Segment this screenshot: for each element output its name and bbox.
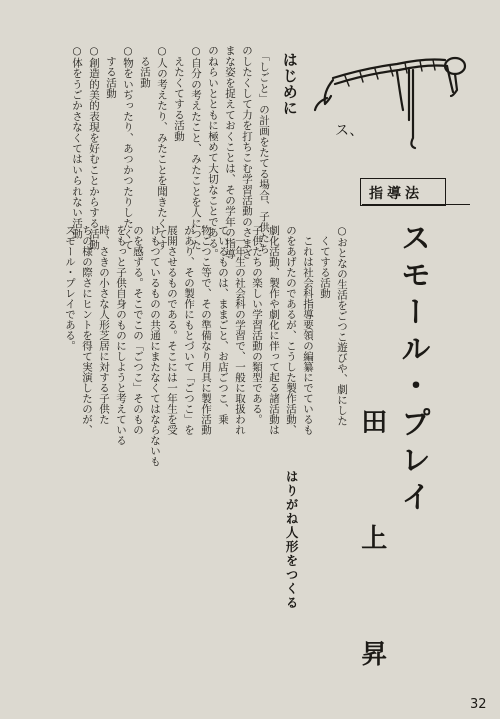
svg-text:ス、: ス、 [335, 123, 364, 139]
article-title: スモール・プレイ [395, 222, 430, 518]
title-rule [362, 204, 470, 205]
author-name: 田 上 昇 [356, 408, 387, 696]
category-label: 指導法 [369, 186, 423, 202]
page-number: 32 [470, 697, 487, 712]
intro-body-text: 「しごと」の計画をたてる場合、子供たち のしたくして力を打ちこむ学習活動のさまざ まな姿を捉えておくことは、その学年の指導 のねらいとともに極めて大切なことである。 ○自分の考えたこと、みたことを人につた えたくてする活動 ○人の考えたり、みたことを聞きたくてす る活動 ○物をいぢったり、あつかつたりしたくて する活動 ○創造的美的表現を好むことからする活動 ○体をうごかさなくてはいられない活動 [71, 45, 270, 259]
right-body-text: ○おとなの生活をごつこ遊びや、劇にした くてする活動 これは社会科指導要領の編纂にでているも のをあげたのであるが、こうした製作活動、 劇化活動、製作や劇化に伴って起る諸活動は 子供たちの楽しい学習活動の類型である。 一年生の社会科の学習で、一般に取扱われ ているものは、ままごと、お店ごつこ、乗 物ごつこ等で、その準備なり用具に製作活動 があり、その製作にもとづいて「ごつこ」を 展開させるものである。そこには一年生を受 けもつているものの共通にまたなくてはならないも のを感ずる。そこでこの「ごつこ」そのもの をもっと子供自身のものにしようと考えている 時、さきの小さな人形芝居に対する子供た ちの様の際さにヒントを得て実演したのが、 スモール・プレイである。 [64, 225, 348, 467]
section-heading: はじめに [280, 52, 299, 116]
subheading: はりがね人形をつくる [284, 470, 300, 610]
wire-doll-illustration [305, 40, 480, 160]
category-box [360, 178, 446, 206]
